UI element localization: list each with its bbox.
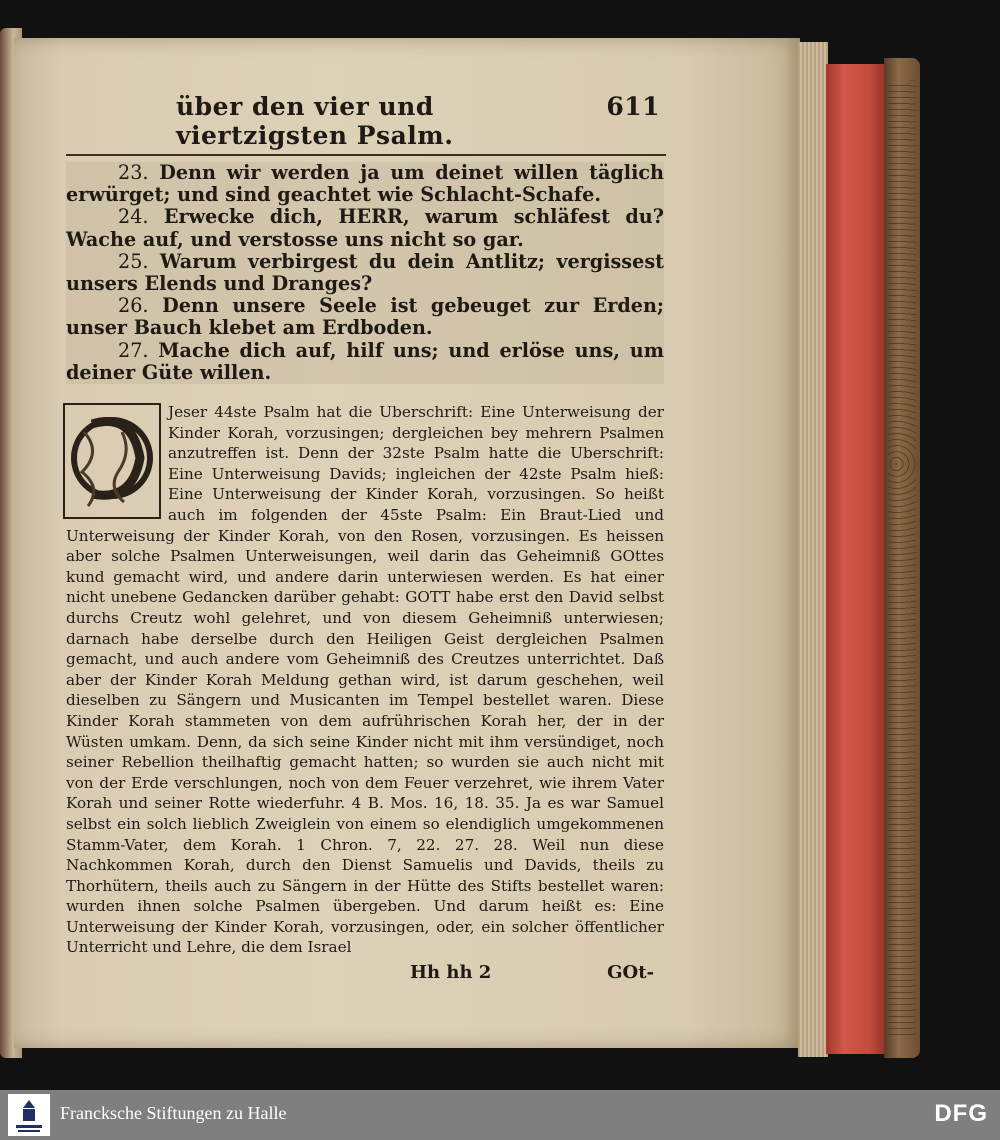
verse-number: 26. xyxy=(118,294,149,318)
page-footer-line xyxy=(66,958,664,983)
francke-logo-icon xyxy=(8,1094,50,1136)
running-head-title: über den vier und viertzigsten Psalm. xyxy=(176,92,454,150)
decorated-initial-icon xyxy=(62,402,162,520)
page-fore-edge xyxy=(798,42,828,1057)
verse-number: 25. xyxy=(118,249,149,273)
verse-number: 27. xyxy=(118,338,149,362)
red-page-edge xyxy=(826,64,888,1054)
viewer-footer xyxy=(0,1090,1000,1140)
verse-number: 23. xyxy=(118,161,149,184)
verse-number: 24. xyxy=(118,205,149,229)
signature-mark: Hh hh 2 xyxy=(410,962,492,984)
cover-marbling xyxy=(888,80,916,1040)
verse-list xyxy=(66,162,664,384)
verse-item xyxy=(66,206,664,250)
verse-text: Warum verbirgest du dein Antlitz; vergissest unsers Elends und Dranges? xyxy=(66,249,664,296)
verse-text: Mache dich auf, hilf uns; und erlöse uns, um deiner Güte willen. xyxy=(66,338,664,384)
catchword: GOt- xyxy=(607,962,654,984)
verse-item xyxy=(66,295,664,339)
running-head xyxy=(66,92,664,150)
verse-item xyxy=(66,340,664,384)
head-rule xyxy=(66,154,666,156)
commentary xyxy=(66,402,664,958)
page-number: 611 xyxy=(606,92,660,121)
verse-item xyxy=(66,162,664,206)
verse-text: Erwecke dich, HERR, warum schläfest du? Wache auf, und verstosse uns nicht so gar. xyxy=(66,205,665,251)
page-text-block xyxy=(66,92,664,983)
institution-name: Francksche Stiftungen zu Halle xyxy=(60,1103,287,1123)
verse-text: Denn wir werden ja um deinet willen täglich erwürget; und sind geachtet wie Schlacht-Schafe. xyxy=(66,161,665,207)
commentary-text: Jeser 44ste Psalm hat die Uberschrift: Eine Unterweisung der Kinder Korah, vorzusingen; dergleichen bey mehrern Psalmen anzutreffen ist. Denn der 32ste Psalm hatte die Uberschrift: Eine Unterweisung Davids; ingleichen der 42ste Psalm hieß: Eine Unterweisung der Kinder Korah, vorzusingen. So heißt auch im folgenden der 45ste Psalm: Ein Braut-Lied und Unterweisung der Kinder Korah, von den Rosen, vorzusingen. Es heissen aber solche Psalmen Unterweisungen, weil darin das Geheimniß GOttes kund gemacht wird, und andere darin unterwiesen werden. Es hat einer nicht unebene Gedancken darüber gehabt: GOTT habe erst den David selbst durchs Creutz wohl gelehret, und von diesem Geheimniß unterwiesen; darnach habe derselbe durch den Heiligen Geist dergleichen Psalmen gemacht, und auch andere vom Geheimniß des Creutzes unterrichtet. Daß aber der Kinder Korah Meldung gethan wird, ist darum geschehen, weil dieselben zu Sängern und Musicanten im Tempel bestellet waren. Diese Kinder Korah stammeten von dem aufrührischen Korah her, der in der Wüsten umkam. Denn, da sich seine Kinder nicht mit ihm versündiget, noch seiner Rebellion theilhaftig gemacht hatten; so wurden sie auch nicht mit von der Erde verschlungen, noch von dem Feuer verzehret, wie ihrem Vater Korah und seiner Rotte wiederfuhr. 4 B. Mos. 16, 18. 35. Ja es war Samuel selbst ein solch lieblich Zweiglein von einem so elendiglich umgekommenen Stamm-Vater, dem Korah. 1 Chron. 7, 22. 27. 28. Weil nun diese Nachkommen Korah, durch den Dienst Samuelis und Davids, theils zu Thorhütern, theils auch zu Sängern in der Hütte des Stifts bestellet waren: wurden ihnen solche Psalmen übergeben. Und darum heißt es: Eine Unterweisung der Kinder Korah, vorzusingen, oder, ein solcher öffentlicher Unterricht und Lehre, die dem Israel xyxy=(66,403,664,957)
verse-text: Denn unsere Seele ist gebeuget zur Erden; unser Bauch klebet am Erdboden. xyxy=(66,294,665,340)
verse-item xyxy=(66,251,664,295)
dfg-logo: DFG xyxy=(934,1100,988,1127)
